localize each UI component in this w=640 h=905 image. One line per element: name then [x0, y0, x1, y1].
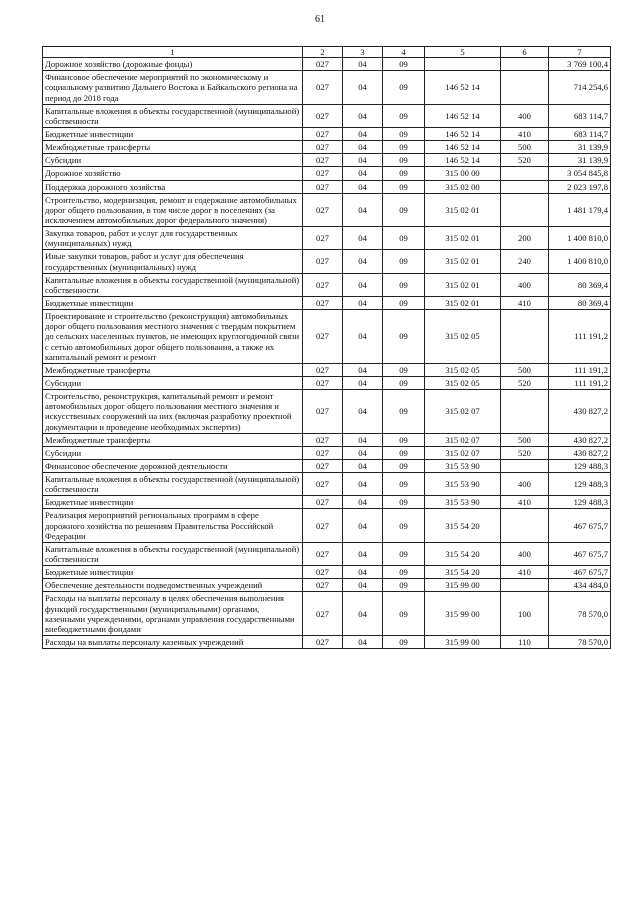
row-target-article-code: 146 52 14: [425, 71, 501, 104]
row-expense-type-code: 500: [501, 141, 549, 154]
table-row: [43, 579, 611, 592]
budget-table: [42, 46, 611, 649]
table-row: [43, 566, 611, 579]
row-amount: 430 827,2: [549, 390, 611, 434]
row-admin-code: 027: [303, 167, 343, 180]
row-target-article-code: 315 02 00: [425, 180, 501, 193]
row-section-code: 04: [343, 509, 383, 542]
row-description: Расходы на выплаты персоналу в целях обеспечения выполнения функций государственными (муниципальными) органами, казенными учреждениями, органами управления государственными внебюджетными фондами: [43, 592, 303, 636]
row-description: Капитальные вложения в объекты государственной (муниципальной) собственности: [43, 473, 303, 496]
row-subsection-code: 09: [383, 636, 425, 649]
row-target-article-code: 315 02 01: [425, 227, 501, 250]
row-admin-code: 027: [303, 180, 343, 193]
row-amount: 714 254,6: [549, 71, 611, 104]
row-subsection-code: 09: [383, 542, 425, 565]
column-header: 6: [501, 47, 549, 58]
table-row: [43, 473, 611, 496]
row-admin-code: 027: [303, 58, 343, 71]
row-expense-type-code: [501, 459, 549, 472]
row-section-code: 04: [343, 71, 383, 104]
table-row: [43, 363, 611, 376]
row-amount: 80 369,4: [549, 296, 611, 309]
table-row: [43, 71, 611, 104]
row-target-article-code: 146 52 14: [425, 104, 501, 127]
row-description: Финансовое обеспечение мероприятий по экономическому и социальному развитию Дальнего Востока и Байкальского региона на период до 2018 года: [43, 71, 303, 104]
row-amount: 1 481 179,4: [549, 193, 611, 226]
row-subsection-code: 09: [383, 363, 425, 376]
row-subsection-code: 09: [383, 496, 425, 509]
table-row: [43, 509, 611, 542]
row-target-article-code: [425, 58, 501, 71]
row-description: Бюджетные инвестиции: [43, 127, 303, 140]
row-subsection-code: 09: [383, 227, 425, 250]
row-subsection-code: 09: [383, 592, 425, 636]
row-expense-type-code: 400: [501, 473, 549, 496]
row-amount: 3 054 845,8: [549, 167, 611, 180]
row-target-article-code: 315 54 20: [425, 542, 501, 565]
row-section-code: 04: [343, 542, 383, 565]
row-admin-code: 027: [303, 273, 343, 296]
row-section-code: 04: [343, 227, 383, 250]
row-admin-code: 027: [303, 496, 343, 509]
column-header: 4: [383, 47, 425, 58]
row-amount: 129 488,3: [549, 496, 611, 509]
row-subsection-code: 09: [383, 376, 425, 389]
row-section-code: 04: [343, 250, 383, 273]
row-description: Строительство, модернизация, ремонт и содержание автомобильных дорог общего пользования, в том числе дорог в поселениях (за исключением автомобильных дорог федерального значения): [43, 193, 303, 226]
row-admin-code: 027: [303, 227, 343, 250]
row-subsection-code: 09: [383, 473, 425, 496]
column-header: 7: [549, 47, 611, 58]
row-section-code: 04: [343, 496, 383, 509]
row-section-code: 04: [343, 446, 383, 459]
row-admin-code: 027: [303, 310, 343, 364]
row-admin-code: 027: [303, 579, 343, 592]
row-section-code: 04: [343, 473, 383, 496]
row-description: Капитальные вложения в объекты государственной (муниципальной) собственности: [43, 273, 303, 296]
row-expense-type-code: 410: [501, 566, 549, 579]
row-target-article-code: 315 99 00: [425, 579, 501, 592]
row-target-article-code: 315 99 00: [425, 636, 501, 649]
row-amount: 129 488,3: [549, 473, 611, 496]
row-description: Субсидии: [43, 446, 303, 459]
row-section-code: 04: [343, 636, 383, 649]
row-section-code: 04: [343, 310, 383, 364]
row-section-code: 04: [343, 141, 383, 154]
row-description: Расходы на выплаты персоналу казенных учреждений: [43, 636, 303, 649]
row-description: Дорожное хозяйство: [43, 167, 303, 180]
row-admin-code: 027: [303, 473, 343, 496]
row-description: Реализация мероприятий региональных программ в сфере дорожного хозяйства по решениям Правительства Российской Федерации: [43, 509, 303, 542]
row-subsection-code: 09: [383, 566, 425, 579]
row-subsection-code: 09: [383, 433, 425, 446]
row-amount: 467 675,7: [549, 509, 611, 542]
table-row: [43, 154, 611, 167]
row-description: Иные закупки товаров, работ и услуг для обеспечения государственных (муниципальных) нужд: [43, 250, 303, 273]
row-section-code: 04: [343, 127, 383, 140]
row-expense-type-code: 410: [501, 296, 549, 309]
row-expense-type-code: 400: [501, 542, 549, 565]
row-expense-type-code: 520: [501, 376, 549, 389]
row-section-code: 04: [343, 363, 383, 376]
row-target-article-code: 315 99 00: [425, 592, 501, 636]
row-expense-type-code: [501, 310, 549, 364]
row-subsection-code: 09: [383, 180, 425, 193]
table-row: [43, 390, 611, 434]
row-target-article-code: 315 02 05: [425, 376, 501, 389]
table-row: [43, 180, 611, 193]
row-expense-type-code: 100: [501, 592, 549, 636]
row-target-article-code: 315 02 07: [425, 446, 501, 459]
row-amount: 31 139,9: [549, 154, 611, 167]
row-amount: 80 369,4: [549, 273, 611, 296]
row-expense-type-code: 200: [501, 227, 549, 250]
row-amount: 467 675,7: [549, 566, 611, 579]
row-target-article-code: 146 52 14: [425, 141, 501, 154]
row-expense-type-code: 500: [501, 433, 549, 446]
row-subsection-code: 09: [383, 390, 425, 434]
row-amount: 1 400 810,0: [549, 250, 611, 273]
row-amount: 434 484,0: [549, 579, 611, 592]
row-target-article-code: 146 52 14: [425, 154, 501, 167]
row-target-article-code: 315 00 00: [425, 167, 501, 180]
table-row: [43, 58, 611, 71]
row-amount: 683 114,7: [549, 127, 611, 140]
column-header: 2: [303, 47, 343, 58]
table-row: [43, 104, 611, 127]
row-target-article-code: 315 02 01: [425, 296, 501, 309]
row-section-code: 04: [343, 154, 383, 167]
row-target-article-code: 315 54 20: [425, 509, 501, 542]
row-admin-code: 027: [303, 542, 343, 565]
row-section-code: 04: [343, 193, 383, 226]
table-row: [43, 167, 611, 180]
row-subsection-code: 09: [383, 154, 425, 167]
row-subsection-code: 09: [383, 273, 425, 296]
row-subsection-code: 09: [383, 141, 425, 154]
row-admin-code: 027: [303, 104, 343, 127]
row-section-code: 04: [343, 579, 383, 592]
row-amount: 31 139,9: [549, 141, 611, 154]
row-amount: 467 675,7: [549, 542, 611, 565]
row-expense-type-code: [501, 390, 549, 434]
row-section-code: 04: [343, 376, 383, 389]
row-expense-type-code: 520: [501, 446, 549, 459]
table-row: [43, 542, 611, 565]
table-row: [43, 433, 611, 446]
row-section-code: 04: [343, 167, 383, 180]
row-admin-code: 027: [303, 141, 343, 154]
row-section-code: 04: [343, 459, 383, 472]
row-amount: 111 191,2: [549, 310, 611, 364]
row-admin-code: 027: [303, 363, 343, 376]
row-admin-code: 027: [303, 127, 343, 140]
row-expense-type-code: 110: [501, 636, 549, 649]
row-subsection-code: 09: [383, 250, 425, 273]
row-admin-code: 027: [303, 250, 343, 273]
row-subsection-code: 09: [383, 127, 425, 140]
row-target-article-code: 315 53 90: [425, 459, 501, 472]
row-target-article-code: 315 02 01: [425, 250, 501, 273]
row-target-article-code: 315 02 01: [425, 273, 501, 296]
row-admin-code: 027: [303, 390, 343, 434]
table-header-row: [43, 47, 611, 58]
row-section-code: 04: [343, 433, 383, 446]
row-admin-code: 027: [303, 296, 343, 309]
row-amount: 3 769 100,4: [549, 58, 611, 71]
table-row: [43, 376, 611, 389]
row-amount: 2 023 197,8: [549, 180, 611, 193]
table-row: [43, 193, 611, 226]
row-amount: 430 827,2: [549, 446, 611, 459]
column-header: 1: [43, 47, 303, 58]
row-target-article-code: 315 02 07: [425, 433, 501, 446]
row-subsection-code: 09: [383, 71, 425, 104]
row-expense-type-code: [501, 58, 549, 71]
row-amount: 683 114,7: [549, 104, 611, 127]
page-number: 61: [315, 14, 325, 25]
row-expense-type-code: 400: [501, 104, 549, 127]
row-amount: 129 488,3: [549, 459, 611, 472]
row-amount: 78 570,0: [549, 636, 611, 649]
row-target-article-code: 315 53 90: [425, 496, 501, 509]
row-description: Бюджетные инвестиции: [43, 566, 303, 579]
row-expense-type-code: 500: [501, 363, 549, 376]
row-admin-code: 027: [303, 592, 343, 636]
row-subsection-code: 09: [383, 104, 425, 127]
table-row: [43, 127, 611, 140]
table-row: [43, 446, 611, 459]
row-description: Капитальные вложения в объекты государственной (муниципальной) собственности: [43, 104, 303, 127]
row-section-code: 04: [343, 566, 383, 579]
row-description: Строительство, реконструкция, капитальный ремонт и ремонт автомобильных дорог общего пользования местного значения и искусственных сооружений на них (включая разработку проектной документации и проведение необходимых экспертиз): [43, 390, 303, 434]
row-expense-type-code: [501, 509, 549, 542]
row-expense-type-code: 410: [501, 496, 549, 509]
row-target-article-code: 315 54 20: [425, 566, 501, 579]
row-description: Субсидии: [43, 376, 303, 389]
row-admin-code: 027: [303, 71, 343, 104]
row-target-article-code: 146 52 14: [425, 127, 501, 140]
row-expense-type-code: 400: [501, 273, 549, 296]
row-admin-code: 027: [303, 446, 343, 459]
row-description: Бюджетные инвестиции: [43, 496, 303, 509]
row-description: Обеспечение деятельности подведомственных учреждений: [43, 579, 303, 592]
row-subsection-code: 09: [383, 459, 425, 472]
row-description: Межбюджетные трансферты: [43, 433, 303, 446]
row-description: Дорожное хозяйство (дорожные фонды): [43, 58, 303, 71]
row-subsection-code: 09: [383, 58, 425, 71]
row-description: Межбюджетные трансферты: [43, 363, 303, 376]
row-subsection-code: 09: [383, 167, 425, 180]
table-row: [43, 250, 611, 273]
row-expense-type-code: [501, 180, 549, 193]
row-expense-type-code: 520: [501, 154, 549, 167]
row-admin-code: 027: [303, 433, 343, 446]
row-target-article-code: 315 53 90: [425, 473, 501, 496]
row-section-code: 04: [343, 273, 383, 296]
row-section-code: 04: [343, 180, 383, 193]
table-row: [43, 227, 611, 250]
row-expense-type-code: [501, 193, 549, 226]
row-target-article-code: 315 02 07: [425, 390, 501, 434]
row-subsection-code: 09: [383, 296, 425, 309]
row-amount: 430 827,2: [549, 433, 611, 446]
row-section-code: 04: [343, 592, 383, 636]
row-expense-type-code: [501, 167, 549, 180]
row-expense-type-code: [501, 71, 549, 104]
row-admin-code: 027: [303, 376, 343, 389]
row-section-code: 04: [343, 390, 383, 434]
column-header: 5: [425, 47, 501, 58]
row-description: Межбюджетные трансферты: [43, 141, 303, 154]
row-description: Поддержка дорожного хозяйства: [43, 180, 303, 193]
table-row: [43, 310, 611, 364]
table-row: [43, 459, 611, 472]
table-row: [43, 273, 611, 296]
row-section-code: 04: [343, 296, 383, 309]
row-subsection-code: 09: [383, 509, 425, 542]
row-amount: 111 191,2: [549, 376, 611, 389]
row-subsection-code: 09: [383, 579, 425, 592]
row-subsection-code: 09: [383, 193, 425, 226]
row-description: Закупка товаров, работ и услуг для государственных (муниципальных) нужд: [43, 227, 303, 250]
row-expense-type-code: [501, 579, 549, 592]
row-amount: 111 191,2: [549, 363, 611, 376]
row-admin-code: 027: [303, 193, 343, 226]
row-admin-code: 027: [303, 566, 343, 579]
row-description: Финансовое обеспечение дорожной деятельности: [43, 459, 303, 472]
row-description: Капитальные вложения в объекты государственной (муниципальной) собственности: [43, 542, 303, 565]
row-target-article-code: 315 02 01: [425, 193, 501, 226]
row-description: Проектирование и строительство (реконструкция) автомобильных дорог общего пользования местного значения с твердым покрытием до сельских населенных пунктов, не имеющих круглогодичной связи с сетью автомобильных дорог общего пользования, а также их капитальный ремонт и ремонт: [43, 310, 303, 364]
row-section-code: 04: [343, 58, 383, 71]
table-row: [43, 636, 611, 649]
row-expense-type-code: 240: [501, 250, 549, 273]
table-row: [43, 141, 611, 154]
row-description: Субсидии: [43, 154, 303, 167]
row-amount: 78 570,0: [549, 592, 611, 636]
row-admin-code: 027: [303, 636, 343, 649]
table-row: [43, 496, 611, 509]
row-description: Бюджетные инвестиции: [43, 296, 303, 309]
row-expense-type-code: 410: [501, 127, 549, 140]
row-target-article-code: 315 02 05: [425, 310, 501, 364]
row-admin-code: 027: [303, 509, 343, 542]
row-admin-code: 027: [303, 459, 343, 472]
table-row: [43, 296, 611, 309]
row-amount: 1 400 810,0: [549, 227, 611, 250]
column-header: 3: [343, 47, 383, 58]
table-row: [43, 592, 611, 636]
row-admin-code: 027: [303, 154, 343, 167]
row-section-code: 04: [343, 104, 383, 127]
row-target-article-code: 315 02 05: [425, 363, 501, 376]
row-subsection-code: 09: [383, 446, 425, 459]
row-subsection-code: 09: [383, 310, 425, 364]
